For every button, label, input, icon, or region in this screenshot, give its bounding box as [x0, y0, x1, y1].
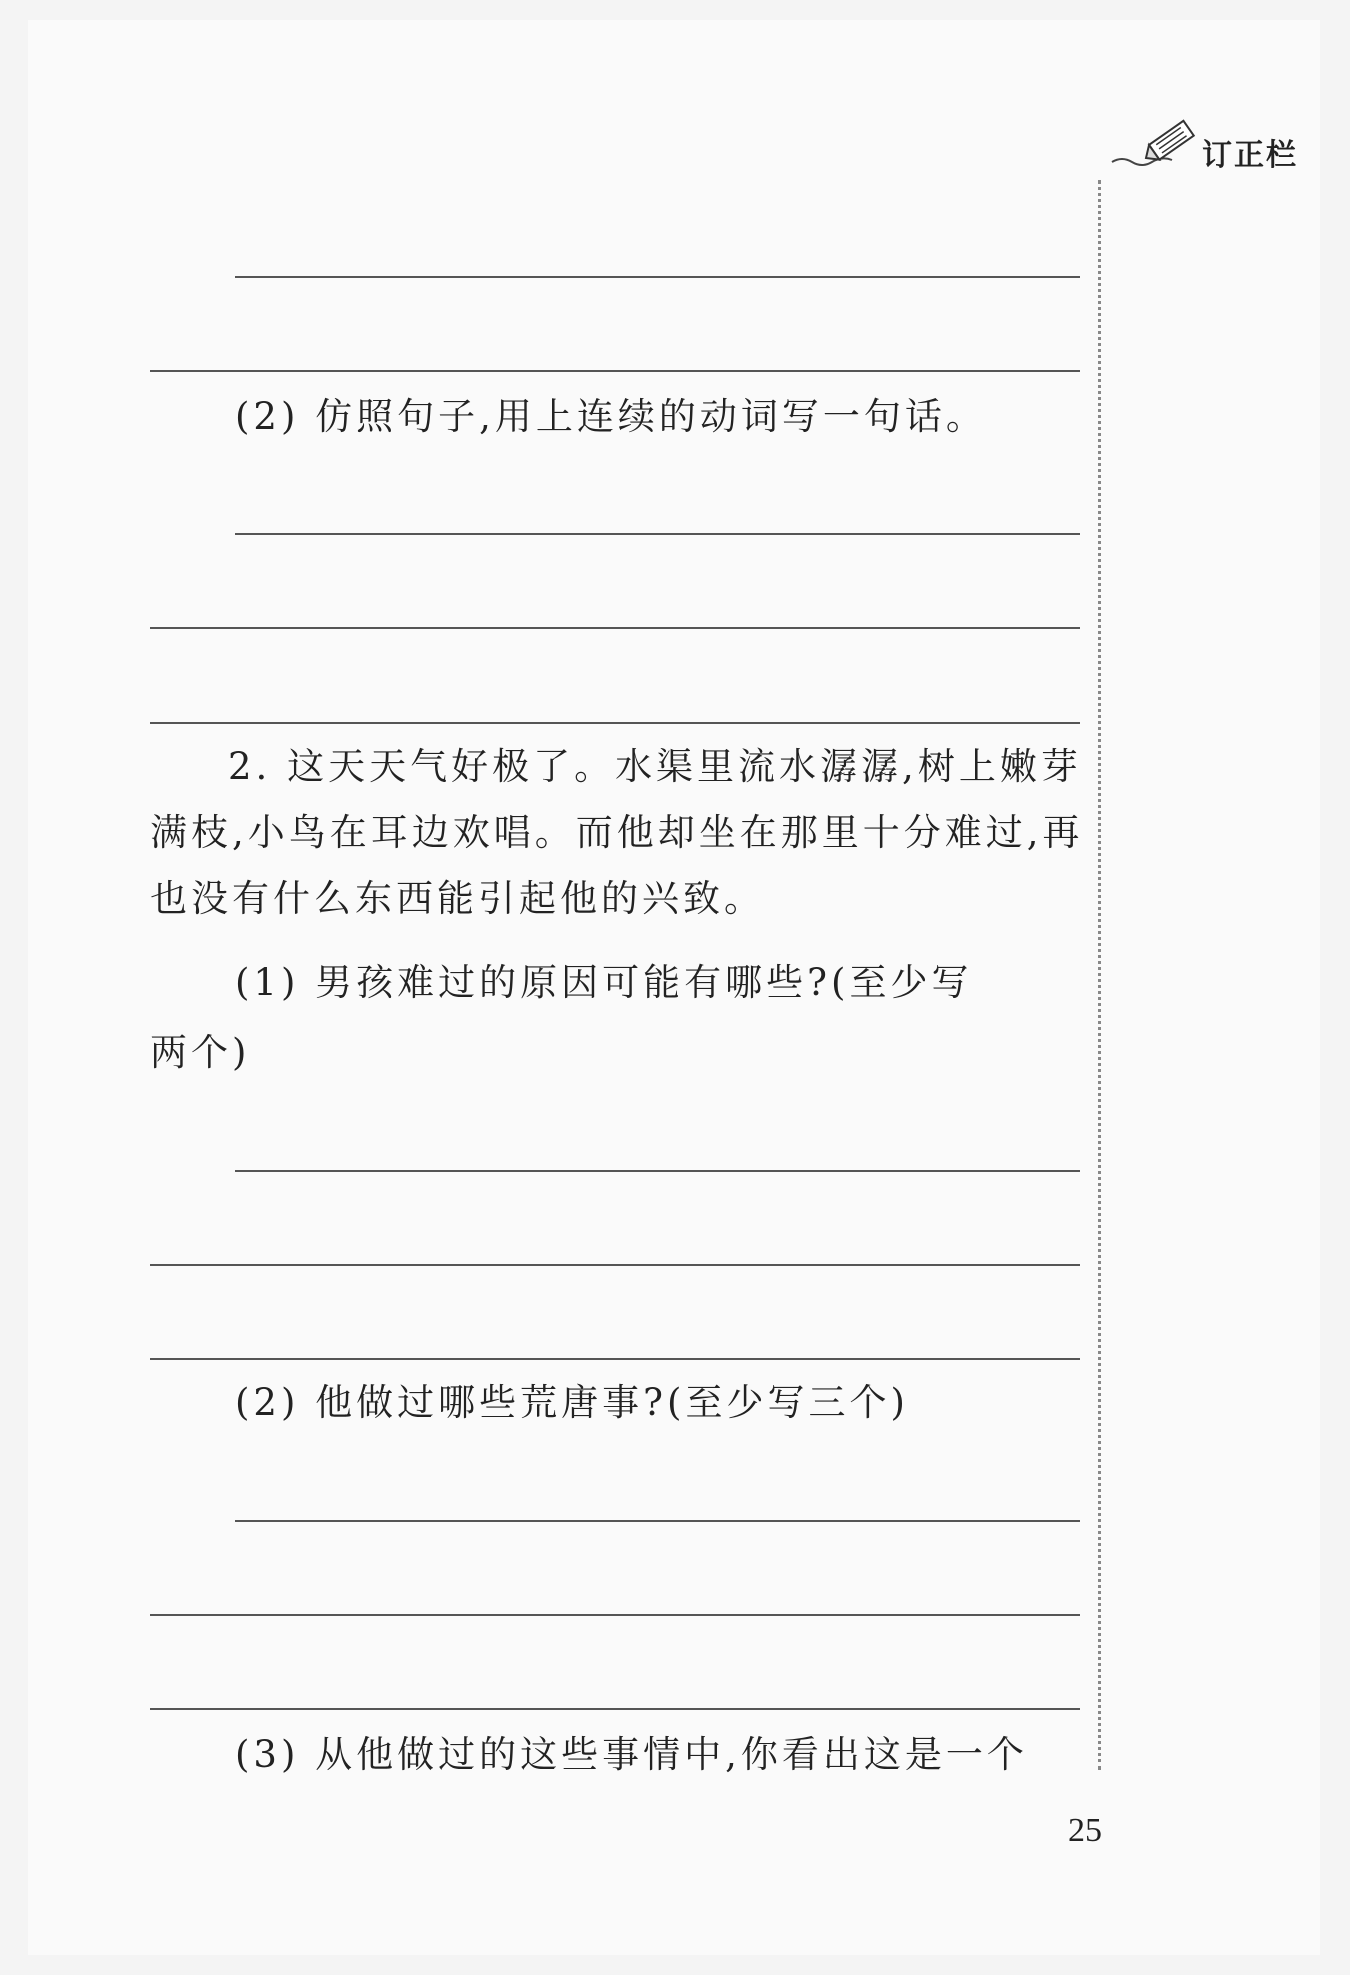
question-2-passage-line: 满枝,小鸟在耳边欢唱。而他却坐在那里十分难过,再	[150, 811, 1084, 854]
question-1-2-prompt: (2) 仿照句子,用上连续的动词写一句话。	[235, 395, 987, 438]
pencil-icon	[1110, 110, 1210, 170]
answer-line	[150, 627, 1080, 629]
answer-line	[150, 1708, 1080, 1710]
question-2-1-prompt: (1) 男孩难过的原因可能有哪些?(至少写	[235, 961, 973, 1004]
question-2-3-prompt: (3) 从他做过的这些事情中,你看出这是一个	[235, 1733, 1028, 1776]
answer-line	[150, 370, 1080, 372]
correction-column-label: 订正栏	[1202, 138, 1298, 173]
question-2-passage-line: 2. 这天天气好极了。水渠里流水潺潺,树上嫩芽	[228, 745, 1082, 788]
question-2-2-prompt: (2) 他做过哪些荒唐事?(至少写三个)	[235, 1381, 909, 1424]
answer-line	[235, 1520, 1080, 1522]
question-2-1-prompt-continued: 两个)	[150, 1031, 251, 1074]
answer-line	[150, 722, 1080, 724]
answer-line	[235, 276, 1080, 278]
page-number: 25	[1068, 1812, 1102, 1849]
answer-line	[150, 1614, 1080, 1616]
correction-column-header	[1110, 110, 1320, 173]
question-2-passage-line: 也没有什么东西能引起他的兴致。	[150, 877, 765, 920]
answer-line	[150, 1264, 1080, 1266]
answer-line	[235, 533, 1080, 535]
answer-line	[150, 1358, 1080, 1360]
answer-line	[235, 1170, 1080, 1172]
